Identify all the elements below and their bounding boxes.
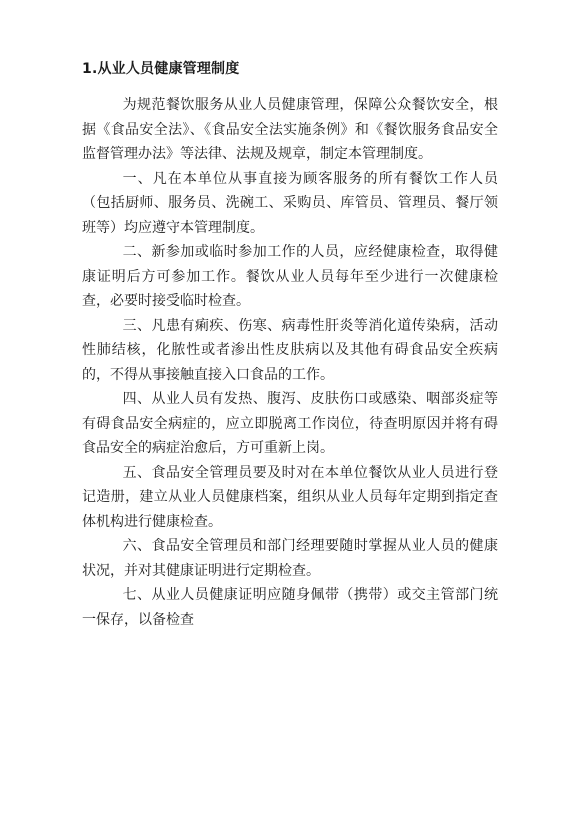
rule-paragraph-1: 一、凡在本单位从事直接为顾客服务的所有餐饮工作人员（包括厨师、服务员、洗碗工、采购员、库管员、管理员、餐厅领班等）均应遵守本管理制度。 xyxy=(82,170,498,236)
intro-paragraph: 为规范餐饮服务从业人员健康管理，保障公众餐饮安全，根据《食品安全法》、《食品安全法实施条例》和《餐饮服务食品安全监督管理办法》等法律、法规及规章，制定本管理制度。 xyxy=(82,97,498,162)
document-body xyxy=(82,93,498,632)
rule-paragraph-7: 七、从业人员健康证明应随身佩带（携带）或交主管部门统一保存，以备检查 xyxy=(82,587,498,628)
rule-paragraph-6: 六、食品安全管理员和部门经理要随时掌握从业人员的健康状况，并对其健康证明进行定期检查。 xyxy=(82,538,498,579)
rule-paragraph-2: 二、新参加或临时参加工作的人员，应经健康检查，取得健康证明后方可参加工作。餐饮从业人员每年至少进行一次健康检查，必要时接受临时检查。 xyxy=(82,244,498,309)
rule-paragraph-3: 三、凡患有痢疾、伤寒、病毒性肝炎等消化道传染病，活动性肺结核，化脓性或者渗出性皮肤病以及其他有碍食品安全疾病的，不得从事接触直接入口食品的工作。 xyxy=(82,317,498,383)
document-heading: 1.从业人员健康管理制度 xyxy=(82,61,240,77)
rule-paragraph-4: 四、从业人员有发热、腹泻、皮肤伤口或感染、咽部炎症等有碍食品安全病症的，应立即脱离工作岗位，待查明原因并将有碍食品安全的病症治愈后，方可重新上岗。 xyxy=(82,391,498,456)
rule-paragraph-5: 五、食品安全管理员要及时对在本单位餐饮从业人员进行登记造册，建立从业人员健康档案，组织从业人员每年定期到指定查体机构进行健康检查。 xyxy=(82,464,498,530)
